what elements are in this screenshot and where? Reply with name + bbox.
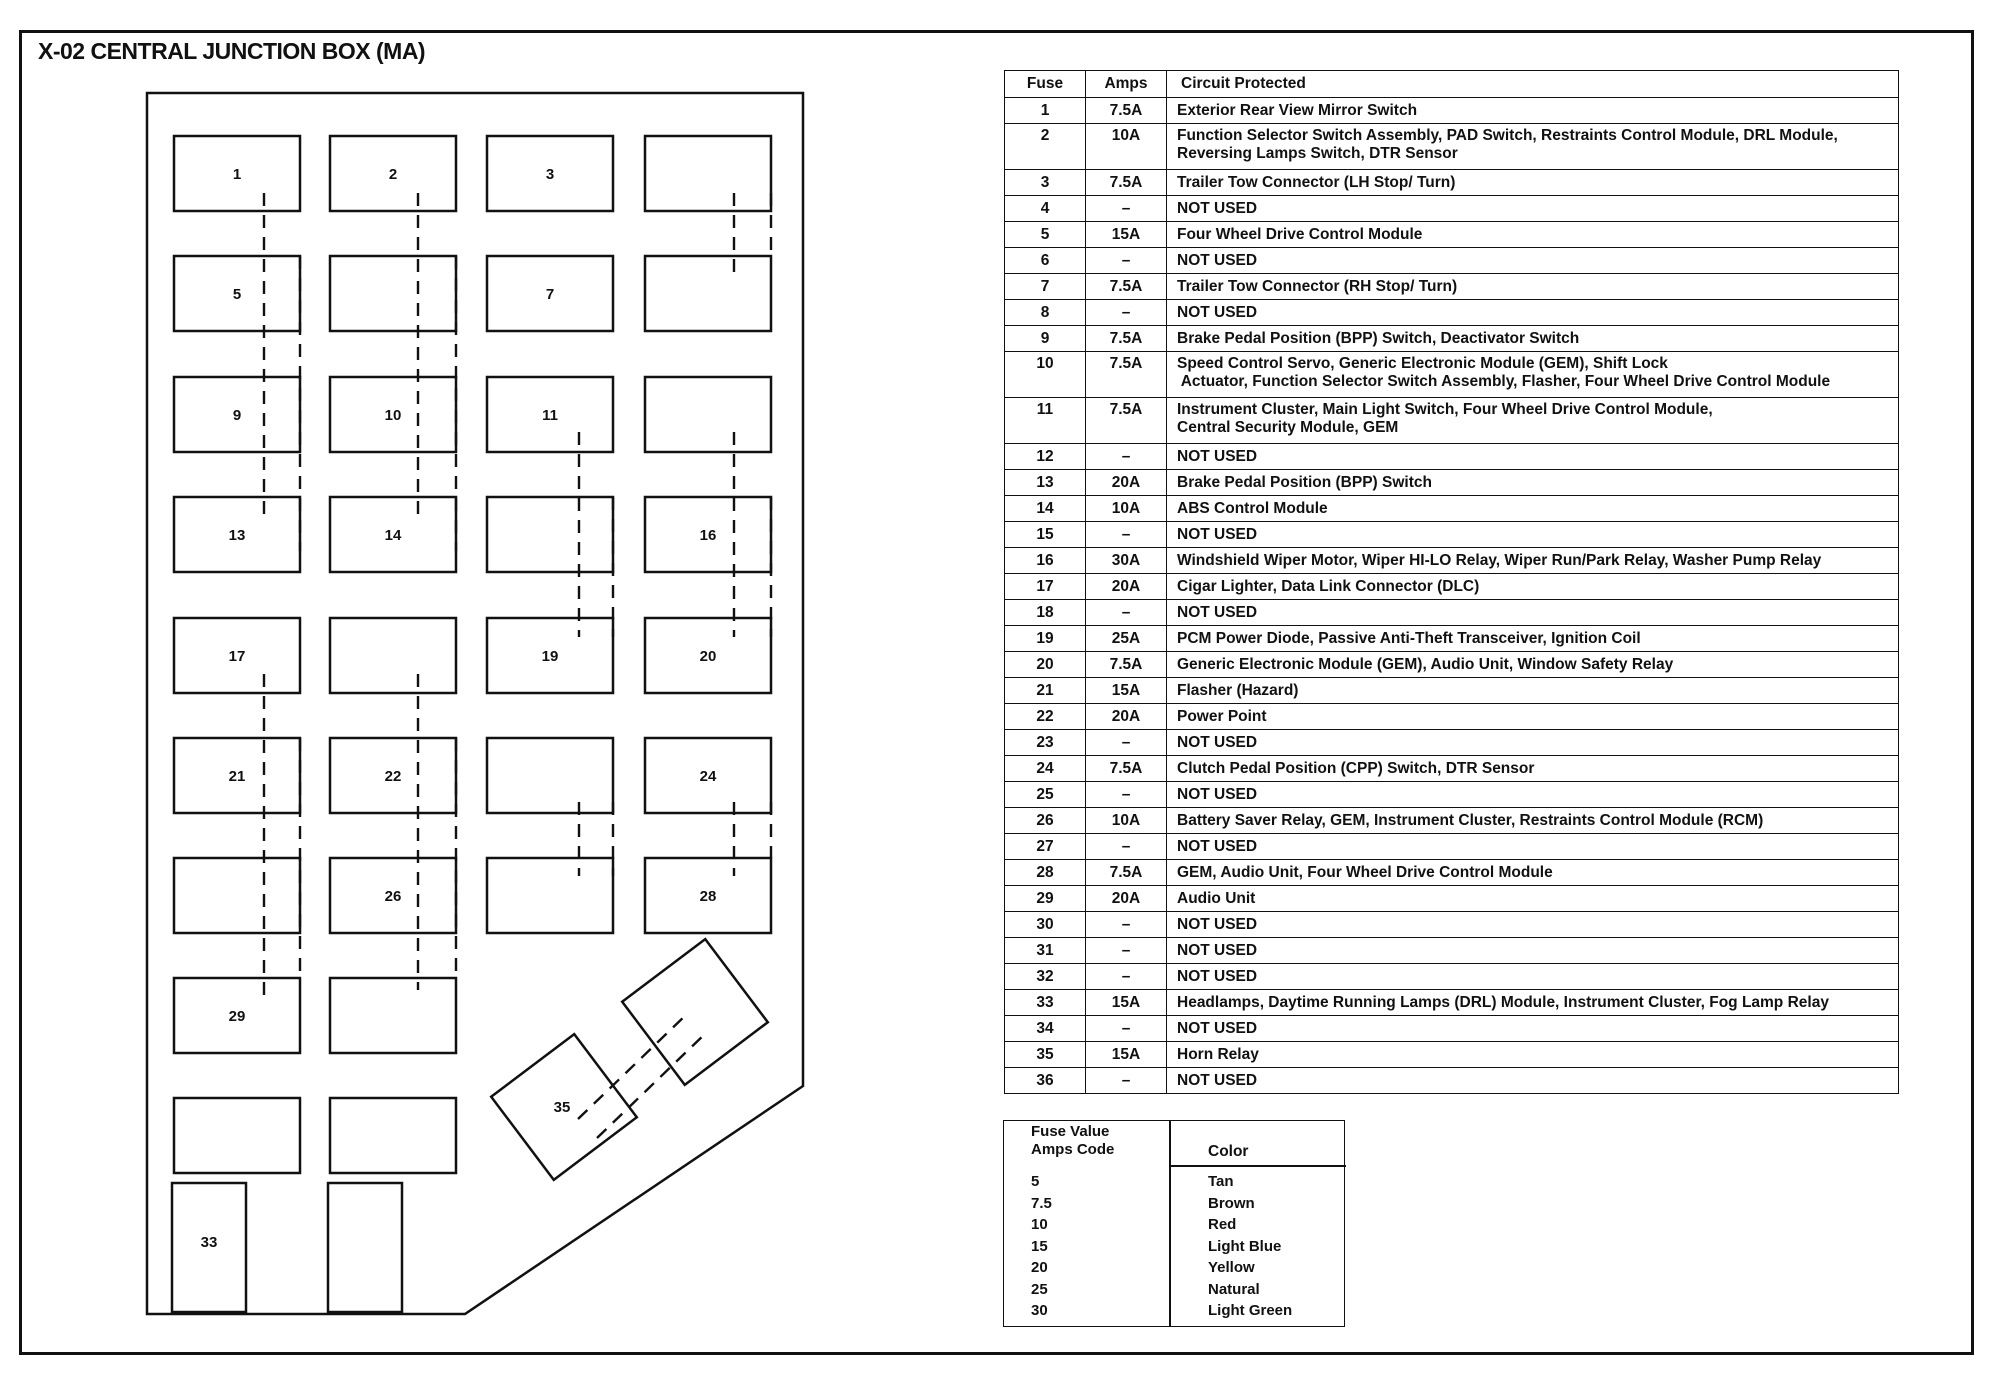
fuse-number: 24 — [1005, 756, 1086, 782]
fuse-amps: 10A — [1086, 124, 1167, 170]
circuit-protected — [1167, 964, 1899, 990]
fuse-label: 33 — [200, 1234, 218, 1251]
fuse-number: 30 — [1005, 912, 1086, 938]
fuse-slot — [174, 1098, 300, 1173]
circuit-protected — [1167, 1042, 1899, 1068]
fuse-number: 22 — [1005, 704, 1086, 730]
circuit-protected — [1167, 600, 1899, 626]
header-fuse: Fuse — [1005, 71, 1086, 98]
fuse-label: 26 — [384, 888, 402, 905]
table-row — [1005, 678, 1899, 704]
circuit-line: Trailer Tow Connector (LH Stop/ Turn) — [1177, 173, 1456, 191]
table-row — [1005, 326, 1899, 352]
fuse-number: 14 — [1005, 496, 1086, 522]
legend-amps: 30 — [1031, 1302, 1048, 1319]
circuit-line: Power Point — [1177, 707, 1267, 725]
table-row — [1005, 626, 1899, 652]
fuse-slot — [645, 256, 771, 331]
fuse-amps: 30A — [1086, 548, 1167, 574]
circuit-protected — [1167, 886, 1899, 912]
circuit-line: NOT USED — [1177, 525, 1258, 543]
table-row — [1005, 222, 1899, 248]
circuit-protected — [1167, 398, 1899, 444]
circuit-line: Battery Saver Relay, GEM, Instrument Cluster, Restraints Control Module (RCM) — [1177, 811, 1764, 829]
fuse-number: 23 — [1005, 730, 1086, 756]
legend-color: Natural — [1208, 1280, 1260, 1298]
table-row — [1005, 352, 1899, 398]
fuse-label: 11 — [542, 407, 558, 424]
fuse-number: 17 — [1005, 574, 1086, 600]
fuse-slot — [328, 1183, 402, 1312]
legend-amps: 10 — [1031, 1216, 1048, 1233]
circuit-line: Function Selector Switch Assembly, PAD Switch, Restraints Control Module, DRL Module, — [1177, 127, 1838, 144]
legend-amps: 7.5 — [1031, 1194, 1052, 1212]
legend-row — [1004, 1302, 1344, 1324]
fuse-slot — [330, 256, 456, 331]
fuse-amps: 25A — [1086, 626, 1167, 652]
fuse-amps: 15A — [1086, 990, 1167, 1016]
circuit-protected — [1167, 912, 1899, 938]
circuit-protected — [1167, 574, 1899, 600]
fuse-label: 16 — [699, 527, 717, 544]
circuit-line: NOT USED — [1177, 1071, 1258, 1089]
circuit-protected — [1167, 782, 1899, 808]
fuse-number: 33 — [1005, 990, 1086, 1016]
fuse-number: 2 — [1005, 124, 1086, 170]
fuse-amps: 10A — [1086, 496, 1167, 522]
fuse-amps: 15A — [1086, 222, 1167, 248]
table-row — [1005, 522, 1899, 548]
fuse-number: 9 — [1005, 326, 1086, 352]
fuse-number: 26 — [1005, 808, 1086, 834]
legend-amps: 15 — [1031, 1237, 1048, 1255]
table-row — [1005, 274, 1899, 300]
circuit-line: NOT USED — [1177, 603, 1258, 621]
circuit-protected — [1167, 170, 1899, 196]
circuit-line: Central Security Module, GEM — [1177, 419, 1399, 436]
circuit-protected — [1167, 652, 1899, 678]
fuse-amps: – — [1086, 730, 1167, 756]
circuit-line: NOT USED — [1177, 941, 1258, 959]
legend-row — [1004, 1259, 1344, 1281]
circuit-line: PCM Power Diode, Passive Anti-Theft Transceiver, Ignition Coil — [1177, 629, 1641, 647]
fuse-label: 10 — [384, 407, 402, 424]
fuse-number: 34 — [1005, 1016, 1086, 1042]
header-amps: Amps — [1086, 71, 1167, 98]
circuit-protected — [1167, 548, 1899, 574]
table-row — [1005, 808, 1899, 834]
fuse-label: 35 — [553, 1099, 571, 1116]
page-title: X-02 CENTRAL JUNCTION BOX (MA) — [38, 38, 426, 64]
circuit-line: Trailer Tow Connector (RH Stop/ Turn) — [1177, 277, 1458, 295]
fuse-number: 3 — [1005, 170, 1086, 196]
table-row — [1005, 548, 1899, 574]
fuse-amps: – — [1086, 1016, 1167, 1042]
fuse-amps: – — [1086, 782, 1167, 808]
legend-amps: 20 — [1031, 1259, 1048, 1276]
fuse-number: 4 — [1005, 196, 1086, 222]
fuse-label: 2 — [388, 166, 398, 183]
fuse-slot — [174, 858, 300, 933]
circuit-line: Four Wheel Drive Control Module — [1177, 225, 1423, 243]
fuse-slot — [330, 1098, 456, 1173]
fuse-number: 1 — [1005, 98, 1086, 124]
legend-row — [1004, 1173, 1344, 1195]
fuse-amps: 20A — [1086, 574, 1167, 600]
fuse-table — [1004, 70, 1899, 1094]
circuit-line: ABS Control Module — [1177, 499, 1328, 517]
table-row — [1005, 1068, 1899, 1094]
fuse-number: 16 — [1005, 548, 1086, 574]
fuse-label: 3 — [545, 166, 555, 183]
fuse-amps: 7.5A — [1086, 98, 1167, 124]
fuse-amps: – — [1086, 248, 1167, 274]
circuit-protected — [1167, 704, 1899, 730]
legend-color: Yellow — [1208, 1259, 1255, 1276]
fuse-number: 31 — [1005, 938, 1086, 964]
circuit-protected — [1167, 730, 1899, 756]
fuse-number: 5 — [1005, 222, 1086, 248]
circuit-line: Speed Control Servo, Generic Electronic Module (GEM), Shift Lock — [1177, 355, 1668, 372]
circuit-protected — [1167, 808, 1899, 834]
fuse-label: 21 — [228, 768, 246, 785]
table-row — [1005, 938, 1899, 964]
fuse-number: 12 — [1005, 444, 1086, 470]
table-row — [1005, 574, 1899, 600]
fuse-label: 24 — [699, 768, 717, 785]
fuse-label: 19 — [541, 648, 559, 665]
circuit-protected — [1167, 626, 1899, 652]
circuit-protected — [1167, 860, 1899, 886]
fuse-amps: 10A — [1086, 808, 1167, 834]
fuse-amps: 7.5A — [1086, 352, 1167, 398]
legend-row — [1004, 1195, 1344, 1217]
fuse-amps: – — [1086, 522, 1167, 548]
fuse-table-body — [1005, 98, 1899, 1094]
circuit-line: Cigar Lighter, Data Link Connector (DLC) — [1177, 577, 1480, 595]
circuit-protected — [1167, 756, 1899, 782]
circuit-line: NOT USED — [1177, 303, 1258, 321]
circuit-line: Instrument Cluster, Main Light Switch, Four Wheel Drive Control Module, — [1177, 401, 1713, 418]
table-row — [1005, 912, 1899, 938]
table-row — [1005, 964, 1899, 990]
legend-header-color: Color — [1208, 1143, 1249, 1160]
circuit-line: Clutch Pedal Position (CPP) Switch, DTR Sensor — [1177, 759, 1535, 777]
fuse-slot — [487, 738, 613, 813]
fuse-amps: 7.5A — [1086, 170, 1167, 196]
fuse-label: 9 — [232, 407, 242, 424]
circuit-line: Exterior Rear View Mirror Switch — [1177, 101, 1418, 119]
circuit-protected — [1167, 990, 1899, 1016]
fuse-amps: – — [1086, 600, 1167, 626]
legend-color: Light Green — [1208, 1302, 1293, 1319]
circuit-line: Generic Electronic Module (GEM), Audio Unit, Window Safety Relay — [1177, 655, 1674, 673]
legend-color: Brown — [1208, 1194, 1255, 1212]
table-row — [1005, 248, 1899, 274]
table-row — [1005, 496, 1899, 522]
circuit-line: Actuator, Function Selector Switch Assembly, Flasher, Four Wheel Drive Control Module — [1177, 373, 1831, 390]
fuse-label: 29 — [228, 1008, 246, 1025]
legend-color: Red — [1208, 1216, 1237, 1233]
circuit-line: Windshield Wiper Motor, Wiper HI-LO Relay, Wiper Run/Park Relay, Washer Pump Relay — [1177, 551, 1822, 569]
fuse-number: 19 — [1005, 626, 1086, 652]
table-row — [1005, 170, 1899, 196]
fuse-label: 7 — [545, 286, 555, 303]
circuit-line: NOT USED — [1177, 251, 1258, 269]
circuit-line: Reversing Lamps Switch, DTR Sensor — [1177, 145, 1458, 162]
fuse-label: 17 — [228, 648, 246, 665]
fuse-amps: 7.5A — [1086, 652, 1167, 678]
fuse-label: 20 — [699, 648, 717, 665]
relay-slot — [622, 939, 768, 1085]
table-row — [1005, 124, 1899, 170]
fuse-label: 13 — [228, 527, 246, 544]
color-code-legend — [1003, 1120, 1345, 1327]
table-row — [1005, 196, 1899, 222]
legend-divider — [1169, 1165, 1346, 1167]
circuit-line: NOT USED — [1177, 199, 1258, 217]
table-row — [1005, 600, 1899, 626]
fuse-number: 35 — [1005, 1042, 1086, 1068]
circuit-protected — [1167, 1068, 1899, 1094]
table-row — [1005, 652, 1899, 678]
circuit-line: NOT USED — [1177, 837, 1258, 855]
fuse-label: 14 — [384, 527, 402, 544]
table-row — [1005, 756, 1899, 782]
circuit-line: Audio Unit — [1177, 889, 1256, 907]
fuse-number: 6 — [1005, 248, 1086, 274]
circuit-line: Brake Pedal Position (BPP) Switch — [1177, 473, 1432, 491]
circuit-protected — [1167, 124, 1899, 170]
fuse-amps: 20A — [1086, 470, 1167, 496]
legend-amps: 5 — [1031, 1173, 1040, 1190]
table-row — [1005, 730, 1899, 756]
header-circuit: Circuit Protected — [1167, 71, 1899, 98]
fuse-amps: 15A — [1086, 1042, 1167, 1068]
table-row — [1005, 1016, 1899, 1042]
circuit-line: NOT USED — [1177, 1019, 1258, 1037]
circuit-protected — [1167, 300, 1899, 326]
fuse-amps: 15A — [1086, 678, 1167, 704]
fuse-label: 5 — [232, 286, 242, 303]
fuse-slot — [487, 497, 613, 572]
fuse-amps: 7.5A — [1086, 860, 1167, 886]
fuse-number: 27 — [1005, 834, 1086, 860]
fuse-number: 25 — [1005, 782, 1086, 808]
legend-header: Amps Code — [1031, 1141, 1115, 1158]
circuit-line: NOT USED — [1177, 447, 1258, 465]
fuse-amps: 20A — [1086, 704, 1167, 730]
legend-header: Fuse Value — [1031, 1123, 1110, 1140]
fuse-label: 22 — [384, 768, 402, 785]
circuit-protected — [1167, 352, 1899, 398]
circuit-protected — [1167, 1016, 1899, 1042]
table-row — [1005, 860, 1899, 886]
circuit-protected — [1167, 196, 1899, 222]
fuse-number: 13 — [1005, 470, 1086, 496]
circuit-protected — [1167, 470, 1899, 496]
fuse-number: 36 — [1005, 1068, 1086, 1094]
table-row — [1005, 470, 1899, 496]
circuit-line: NOT USED — [1177, 915, 1258, 933]
circuit-line: NOT USED — [1177, 733, 1258, 751]
legend-color: Tan — [1208, 1173, 1234, 1190]
circuit-line: GEM, Audio Unit, Four Wheel Drive Control Module — [1177, 863, 1553, 881]
fuse-label: 28 — [699, 888, 717, 905]
fuse-amps: 7.5A — [1086, 274, 1167, 300]
table-row — [1005, 1042, 1899, 1068]
fuse-number: 32 — [1005, 964, 1086, 990]
fuse-amps: 20A — [1086, 886, 1167, 912]
fuse-number: 21 — [1005, 678, 1086, 704]
circuit-protected — [1167, 326, 1899, 352]
circuit-line: NOT USED — [1177, 967, 1258, 985]
legend-row — [1004, 1238, 1344, 1260]
circuit-protected — [1167, 222, 1899, 248]
circuit-line: NOT USED — [1177, 785, 1258, 803]
legend-row — [1004, 1216, 1344, 1238]
table-row — [1005, 782, 1899, 808]
circuit-protected — [1167, 938, 1899, 964]
circuit-protected — [1167, 444, 1899, 470]
table-row — [1005, 444, 1899, 470]
fuse-amps: – — [1086, 196, 1167, 222]
circuit-protected — [1167, 678, 1899, 704]
fuse-amps: – — [1086, 834, 1167, 860]
fuse-slot — [645, 377, 771, 452]
table-header-row — [1005, 71, 1899, 98]
legend-amps: 25 — [1031, 1280, 1048, 1298]
circuit-protected — [1167, 98, 1899, 124]
fuse-number: 15 — [1005, 522, 1086, 548]
fuse-number: 29 — [1005, 886, 1086, 912]
table-row — [1005, 98, 1899, 124]
fuse-amps: 7.5A — [1086, 756, 1167, 782]
fuse-number: 8 — [1005, 300, 1086, 326]
fuse-slot — [330, 618, 456, 693]
fuse-slot — [330, 978, 456, 1053]
fuse-number: 20 — [1005, 652, 1086, 678]
fuse-number: 28 — [1005, 860, 1086, 886]
fuse-number: 18 — [1005, 600, 1086, 626]
table-row — [1005, 990, 1899, 1016]
table-row — [1005, 886, 1899, 912]
circuit-line: Brake Pedal Position (BPP) Switch, Deactivator Switch — [1177, 329, 1580, 347]
fuse-number: 7 — [1005, 274, 1086, 300]
circuit-line: Headlamps, Daytime Running Lamps (DRL) Module, Instrument Cluster, Fog Lamp Relay — [1177, 993, 1829, 1011]
fuse-amps: – — [1086, 300, 1167, 326]
fuse-slot — [645, 136, 771, 211]
circuit-protected — [1167, 834, 1899, 860]
circuit-line: Flasher (Hazard) — [1177, 681, 1299, 699]
fuse-label: 1 — [232, 166, 242, 183]
table-row — [1005, 398, 1899, 444]
fuse-amps: – — [1086, 444, 1167, 470]
fuse-amps: – — [1086, 912, 1167, 938]
fuse-number: 10 — [1005, 352, 1086, 398]
circuit-line: Horn Relay — [1177, 1045, 1259, 1063]
circuit-protected — [1167, 274, 1899, 300]
circuit-protected — [1167, 522, 1899, 548]
circuit-protected — [1167, 496, 1899, 522]
circuit-protected — [1167, 248, 1899, 274]
fuse-slot — [487, 858, 613, 933]
legend-row — [1004, 1281, 1344, 1303]
fuse-amps: – — [1086, 964, 1167, 990]
fuse-amps: – — [1086, 938, 1167, 964]
fuse-amps: – — [1086, 1068, 1167, 1094]
table-row — [1005, 300, 1899, 326]
fuse-amps: 7.5A — [1086, 398, 1167, 444]
fuse-number: 11 — [1005, 398, 1086, 444]
legend-rows — [1004, 1173, 1344, 1324]
table-row — [1005, 704, 1899, 730]
fuse-amps: 7.5A — [1086, 326, 1167, 352]
legend-color: Light Blue — [1208, 1237, 1282, 1255]
table-row — [1005, 834, 1899, 860]
